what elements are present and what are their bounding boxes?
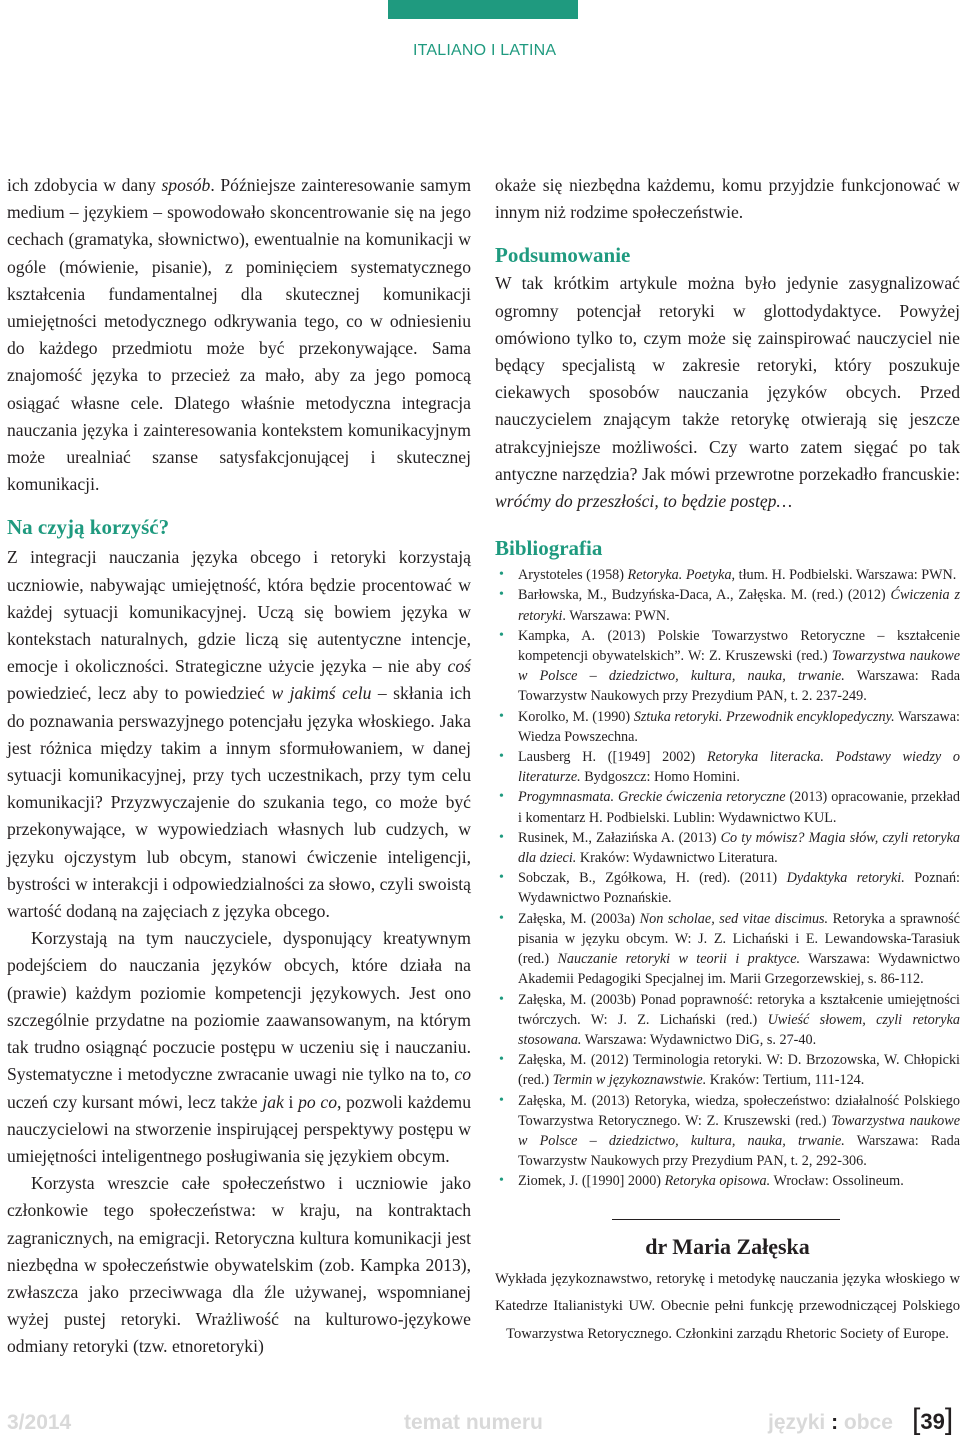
page-number: [39] xyxy=(912,1403,954,1436)
bibliography-item: • Arystoteles (1958) Retoryka. Poetyka, tłum. H. Podbielski. Warszawa: PWN. xyxy=(495,565,960,585)
bullet-icon: • xyxy=(499,789,504,805)
bibliography-item: • Załęska, M. (2003b) Ponad poprawność: retoryka a kształcenie umiejętności twórczych. W: J. Z. Lichański (red.) Uwieść słowem, czyli retoryka stosowana. Warszawa: Wydawnictwo DiG, s. 27-40. xyxy=(499,991,960,1048)
paragraph: Korzystają na tym nauczyciele, dysponujący kreatywnym podejściem do nauczania języków obcych, które działa na (prawie) każdym poziomie kompetencji językowych. Jest ono szczególnie przydatne na poziomie zaawansowanym, na którym tak trudno osiągnąć poczucie postępu w uczeniu się i nauczaniu. Systematyczne i metodyczne zwracanie uwagi nie tylko na to, co uczeń czy kursant mówi, lecz także jak i po co, pozwoli każdemu nauczycielowi na stworzenie inspirującej perspektywy postępu w umiejętności inteligentnego posługiwania się językiem obcym. xyxy=(7,928,471,1166)
bullet-icon: • xyxy=(499,567,504,583)
author-bio: Wykłada językoznawstwo, retorykę i metodykę nauczania języka włoskiego w Katedrze Italianistyki UW. Obecnie pełni funkcję przewodniczącej Polskiego Towarzystwa Retorycznego. Członkini zarządu Rhetoric Society of Europe. xyxy=(495,1271,960,1342)
bullet-icon: • xyxy=(499,1092,504,1108)
paragraph: ich zdobycia w dany sposób. Późniejsze zainteresowanie samym medium – językiem – spowodowało skoncentrowanie się na jego cechach (gramatyka, słownictwo), ewentualnie na komunikacji w ogóle (mówienie, pisanie), z pominięciem systematycznego kształcenia fundamentalnej dla skutecznej komunikacji umiejętności metodycznego odkrywania tego, co w odniesieniu do każdego przedmiotu może być przekonywające. Sama znajomość języka to przecież za mało, aby za jego pomocą osiągać własne cele. Dlatego właśnie metodyczna integracja nauczania języka i zainteresowania kontekstem komunikacyjnym może urealniać szanse satysfakcjonującej i skutecznej komunikacji. xyxy=(7,175,471,495)
bibliography-item: • Barłowska, M., Budzyńska-Daca, A., Załęska. M. (red.) (2012) Ćwiczenia z retoryki. Warszawa: PWN. xyxy=(499,587,960,624)
bibliography-item: • Korolko, M. (1990) Sztuka retoryki. Przewodnik encyklopedyczny. Warszawa: Wiedza Powszechna. xyxy=(499,708,960,745)
bullet-icon: • xyxy=(499,587,504,603)
bibliography-item: • Załęska, M. (2003a) Non scholae, sed vitae discimus. Retoryka a sprawność pisania w języku obcym. W: J. Z. Lichański i E. Lewandowska-Tarasiuk (red.) Nauczanie retoryki w teorii i praktyce. Warszawa: Wydawnictwo Akademii Pedagogiki Specjalnej im. Marii Grzegorzewskiej, s. 86-112. xyxy=(499,910,960,988)
section-tag: ITALIANO I LATINA xyxy=(413,42,557,59)
left-column xyxy=(7,172,471,1361)
footer-theme: temat numeru xyxy=(404,1411,543,1434)
section-heading-benefit: Na czyją korzyść? xyxy=(7,515,170,540)
page-footer xyxy=(0,1405,960,1441)
paragraph: W tak krótkim artykule można było jedynie zasygnalizować ogromny potencjał retoryki w glottodydaktyce. Powyżej omówiono tylko to, czym może się zainspirować nauczyciel nie będący specjalistą w zakresie retoryki, który poszukuje ciekawych sposobów nauczania języków obcych. Przed nauczycielem znającym także retorykę otwierają się jeszcze atrakcyjniejsze możliwości. Czy warto zatem sięgać po tak antyczne narzędzia? Jak mówi przewrotne porzekadło francuskie: wróćmy do przeszłości, to będzie postęp… xyxy=(495,273,960,512)
author-name: dr Maria Załęska xyxy=(645,1234,810,1259)
bibliography-item: • Rusinek, M., Załazińska A. (2013) Co ty mówisz? Magia słów, czyli retoryka dla dzieci. Kraków: Wydawnictwo Literatura. xyxy=(499,829,960,867)
bullet-icon: • xyxy=(499,1173,504,1189)
magazine-title: języki : obce xyxy=(768,1411,893,1434)
right-column xyxy=(495,172,960,1192)
bullet-icon: • xyxy=(499,910,504,926)
paragraph: Z integracji nauczania języka obcego i retoryki korzystają uczniowie, nabywając umiejętność, która będzie procentować w każdej sytuacji komunikacyjnej. Uczą się bowiem języka w kontekstach naturalnych, gdzie liczą się autentyczne intencje, emocje i okoliczności. Strategiczne użycie języka – nie aby coś powiedzieć, lecz aby to powiedzieć w jakimś celu – skłania ich do poznawania perswazyjnego potencjału języka włoskiego. Jaka jest różnica między takim a innym sformułowaniem, w danej sytuacji komunikacyjnej, przy tych uczestnikach, przy tym celu komunikacji? Przyzwyczajenie do szukania tego, co może być przekonywające, w wypowiedziach własnych lub cudzych, w języku ojczystym lub obcym, stanowi ćwiczenie inteligencji, bystrości w interakcji i odpowiedzialności za słowo, czyli swoistą wartość dodaną na zajęciach z języka obcego. xyxy=(7,547,471,922)
bibliography-item: • Załęska, M. (2012) Terminologia retoryki. W: D. Brzozowska, W. Chłopicki (red.) Termin w językoznawstwie. Kraków: Tertium, 111-124. xyxy=(499,1052,960,1089)
section-heading-summary: Podsumowanie xyxy=(495,243,631,268)
bibliography-item: • Sobczak, B., Zgółkowa, H. (red). (2011) Dydaktyka retoryki. Poznań: Wydawnictwo Poznańskie. xyxy=(499,870,960,907)
paragraph: okaże się niezbędna każdemu, komu przyjdzie funkcjonować w innym niż rodzime społeczeństwie. xyxy=(495,175,960,223)
bullet-icon: • xyxy=(499,870,504,886)
bibliography-item: • Kampka, A. (2013) Polskie Towarzystwo Retoryczne – kształcenie kompetencji obywatelskich”. W: Z. Kruszewski (red.) Towarzystwa naukowe w Polsce – dziedzictwo, kultura, nauka, trwanie. Warszawa: Rada Towarzystw Naukowych przy Prezydium PAN, t. 2. 237-249. xyxy=(499,627,960,705)
bullet-icon: • xyxy=(499,627,504,643)
bullet-icon: • xyxy=(499,708,504,724)
bibliography-item: • Załęska, M. (2013) Retoryka, wiedza, społeczeństwo: działalność Polskiego Towarzystwa Retorycznego. W: Z. Kruszewski (red.) Towarzystwa naukowe w Polsce – dziedzictwo, kultura, nauka, trwanie. Warszawa: Rada Towarzystw Naukowych przy Prezydium PAN, t. 2, 292-306. xyxy=(499,1092,960,1170)
bullet-icon: • xyxy=(499,749,504,765)
author-divider xyxy=(612,1219,840,1220)
header-accent-bar xyxy=(388,0,578,19)
bullet-icon: • xyxy=(499,991,504,1007)
section-heading-bibliography: Bibliografia xyxy=(495,536,603,561)
bullet-icon: • xyxy=(499,829,504,845)
bibliography-item: • Ziomek, J. ([1990] 2000) Retoryka opisowa. Wrocław: Ossolineum. xyxy=(495,1171,960,1191)
paragraph: Korzysta wreszcie całe społeczeństwo i uczniowie jako członkowie tego społeczeństwa: w kraju, na kontraktach zagranicznych, na emigracji. Retoryczna kultura komunikacji jest niezbędna w społeczeństwie obywatelskim (zob. Kampka 2013), zwłaszcza jako przeciwwaga dla źle używanej, wspomnianej wyżej pustej retoryki. Wrażliwość na kulturowo-językowe odmiany retoryki (tzw. etnoretoryki) xyxy=(7,1173,471,1357)
bullet-icon: • xyxy=(499,1052,504,1068)
bibliography-list xyxy=(495,565,960,1191)
bibliography-item: • Lausberg H. ([1949] 2002) Retoryka literacka. Podstawy wiedzy o literaturze. Bydgoszcz: Homo Homini. xyxy=(499,749,960,786)
issue-number: 3/2014 xyxy=(7,1411,72,1434)
bibliography-item: • Progymnasmata. Greckie ćwiczenia retoryczne (2013) opracowanie, przekład i komentarz H. Podbielski. Lublin: Wydawnictwo KUL. xyxy=(499,789,960,826)
